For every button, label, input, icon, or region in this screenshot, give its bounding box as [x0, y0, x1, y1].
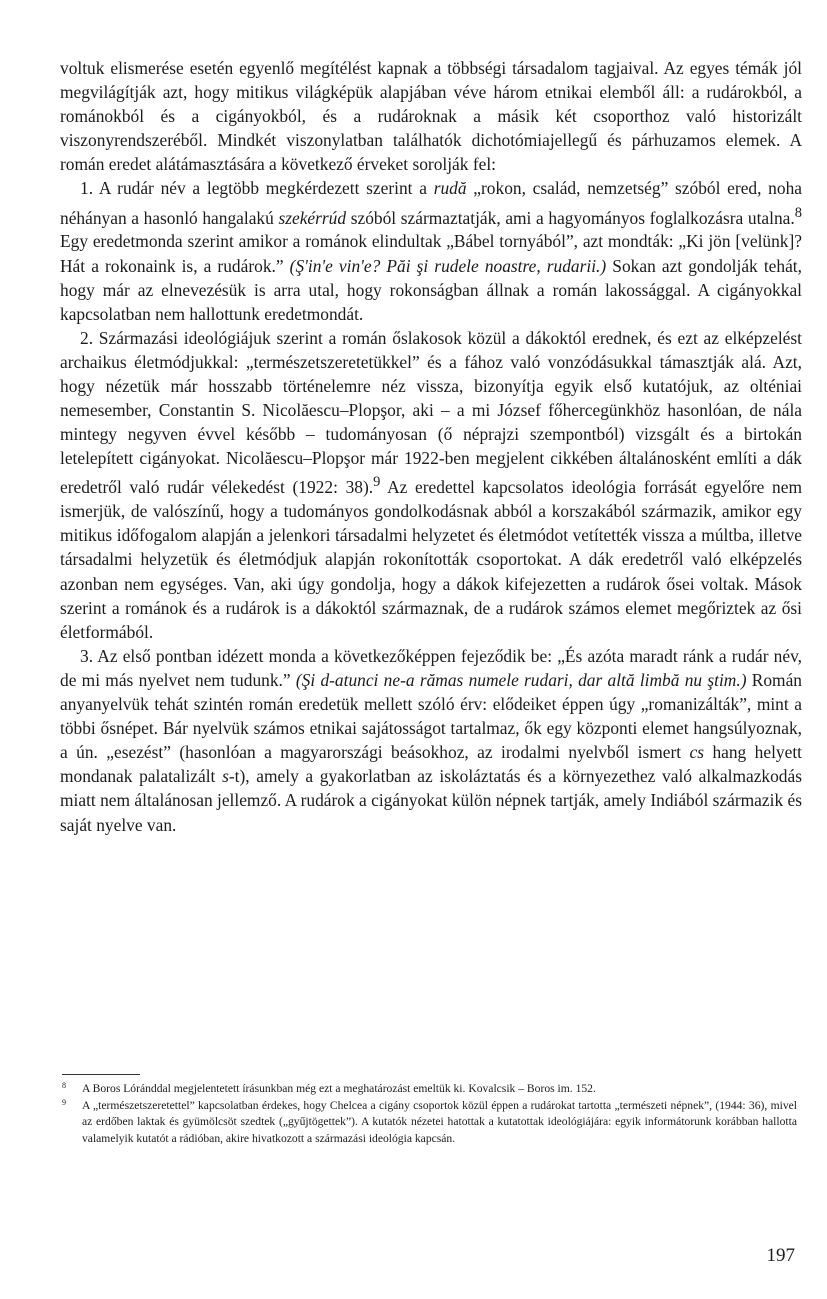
footnote-9	[62, 1098, 797, 1147]
footnote-reference: 9	[373, 474, 381, 491]
footnote-8	[62, 1081, 797, 1097]
paragraph-text: Sokan azt gondolják tehát, hogy már az elnevezésük is arra utal, hogy rokonságban állnak a román lakossággal. A cigányokkal kapcsolatban nem hallottunk eredetmondát.	[60, 255, 802, 324]
main-text	[60, 56, 802, 837]
footnote-marker: 8	[62, 1081, 66, 1090]
paragraph-text: 1. A rudár név a legtöbb megkérdezett szerint a	[80, 178, 434, 199]
paragraph-point-2	[60, 326, 802, 644]
italic-term: rudă	[433, 178, 467, 199]
italic-quote: (Ş'in'e vin'e? Păi şi rudele noastre, rudarii.)	[289, 255, 607, 276]
footnote-divider	[62, 1074, 140, 1075]
footnote-text: A Boros Lóránddal megjelentetett írásunkban még ezt a meghatározást emeltük ki. Kovalcsik – Boros im. 152.	[82, 1082, 596, 1095]
page-number: 197	[766, 1245, 795, 1266]
paragraph-point-3	[60, 644, 802, 837]
italic-term: cs	[689, 742, 705, 763]
paragraph-text: Egy eredetmonda szerint amikor a románok elindultak „Bábel tornyából”, azt mondták: „Ki jön [velünk]? Hát a rokonaink is, a rudárok.”	[60, 231, 802, 276]
paragraph-point-1	[60, 176, 802, 325]
paragraph-intro	[60, 56, 802, 176]
footnote-text: A „természetszeretettel” kapcsolatban érdekes, hogy Chelcea a cigány csoportok közül éppen a rudárokat tartotta „természeti népnek”, (1944: 36), mivel az erdőben laktak és gyümölcsöt szedtek („gyűjtögettek”). A kutatók nézetei hatottak a kutatottak ideológiájára: egyik informátorunk korábban hallotta valamelyik kutatót a rádióban, akire hivatkozott a származási ideológia kapcsán.	[82, 1099, 797, 1145]
italic-quote: (Şi d-atunci ne-a rămas numele rudari, dar altă limbă nu ştim.)	[295, 669, 747, 690]
paragraph-text: hang helyett mondanak palatalizált	[60, 742, 802, 787]
paragraph-text: 3. Az első pontban idézett monda a következőképpen fejeződik be: „És azóta maradt ránk a rudár név, de mi más nyelvet nem tudunk.”	[60, 645, 802, 690]
italic-term: s	[222, 766, 229, 787]
paragraph-text: -t), amely a gyakorlatban az iskoláztatás és a környezethez való alkalmazkodás miatt nem általánosan jellemző. A rudárok a cigányokat külön népnek tartják, amely Indiából származik és saját nyelve van.	[60, 766, 802, 835]
paragraph-text: „rokon, család, nemzetség” szóból ered, noha néhányan a hasonló hangalakú	[60, 178, 802, 228]
paragraph-text: szóból származtatják, ami a hagyományos foglalkozásra utalna.	[346, 207, 795, 228]
footnote-marker: 9	[62, 1098, 66, 1108]
footnote-reference: 8	[794, 204, 802, 221]
paragraph-text: voltuk elismerése esetén egyenlő megítélést kapnak a többségi társadalom tagjaival. Az egyes témák jól megvilágítják azt, hogy mitikus világképük alapjában véve három etnikai elemből áll: a rudárokból, a románokból és a cigányokból, és a rudároknak a másik két csoporthoz való historizált viszonyrendszeréből. Mindkét viszonylatban találhatók dichotómiajellegű és párhuzamos elemek. A román eredet alátámasztására a következő érveket sorolják fel:	[60, 58, 802, 175]
paragraph-text: Az eredettel kapcsolatos ideológia forrását egyelőre nem ismerjük, de valószínű, hogy a tudományos gondolkodásnak abból a korszakából származik, amikor egy mitikus időfogalom alapján a jelenkori társadalmi helyzetet és életmódot vetítették vissza a múltba, illetve társadalmi helyzetük és életmódjuk alapján rokonították csoportokat. A dák eredetről való elképzelés azonban nem egységes. Van, aki úgy gondolja, hogy a dákok kifejezetten a rudárok ősei voltak. Mások szerint a románok és a rudárok is a dákoktól származnak, de a rudárok számos elemet megőriztek az ősi életformából.	[60, 477, 802, 642]
italic-term: szekérrúd	[278, 207, 347, 228]
paragraph-text: 2. Származási ideológiájuk szerint a román őslakosok közül a dákoktól erednek, és ezt az elképzelést archaikus életmódjukkal: „természetszeretetükkel” és a fához való vonzódásukkal támasztják alá. Azt, hogy nézetük már hosszabb történelemre néz vissza, bizonyítja egyik első kutatójuk, az olténiai nemesember, Constantin S. Nicolăescu–Plopşor, aki – a mi József főhercegünkhöz hasonlóan, de nála mintegy negyven évvel később – tudományosan (ő néprajzi szempontból) vizsgált és a birtokán letelepített cigányokat. Nicolăescu–Plopşor már 1922-ben megjelent cikkében általánosként említi a dák eredetről való rudár vélekedést (1922: 38).	[60, 327, 802, 498]
paragraph-text: Román anyanyelvük tehát szintén román eredetük mellett szóló érv: elődeiket éppen úgy „romanizálták”, mint a többi ősnépet. Bár nyelvük számos etnikai sajátosságot tartalmaz, ők egy központi elemet hangsúlyoznak, a ún. „esezést” (hasonlóan a magyarországi beásokhoz, az irodalmi nyelvből ismert	[60, 669, 802, 763]
footnotes	[62, 1081, 797, 1148]
